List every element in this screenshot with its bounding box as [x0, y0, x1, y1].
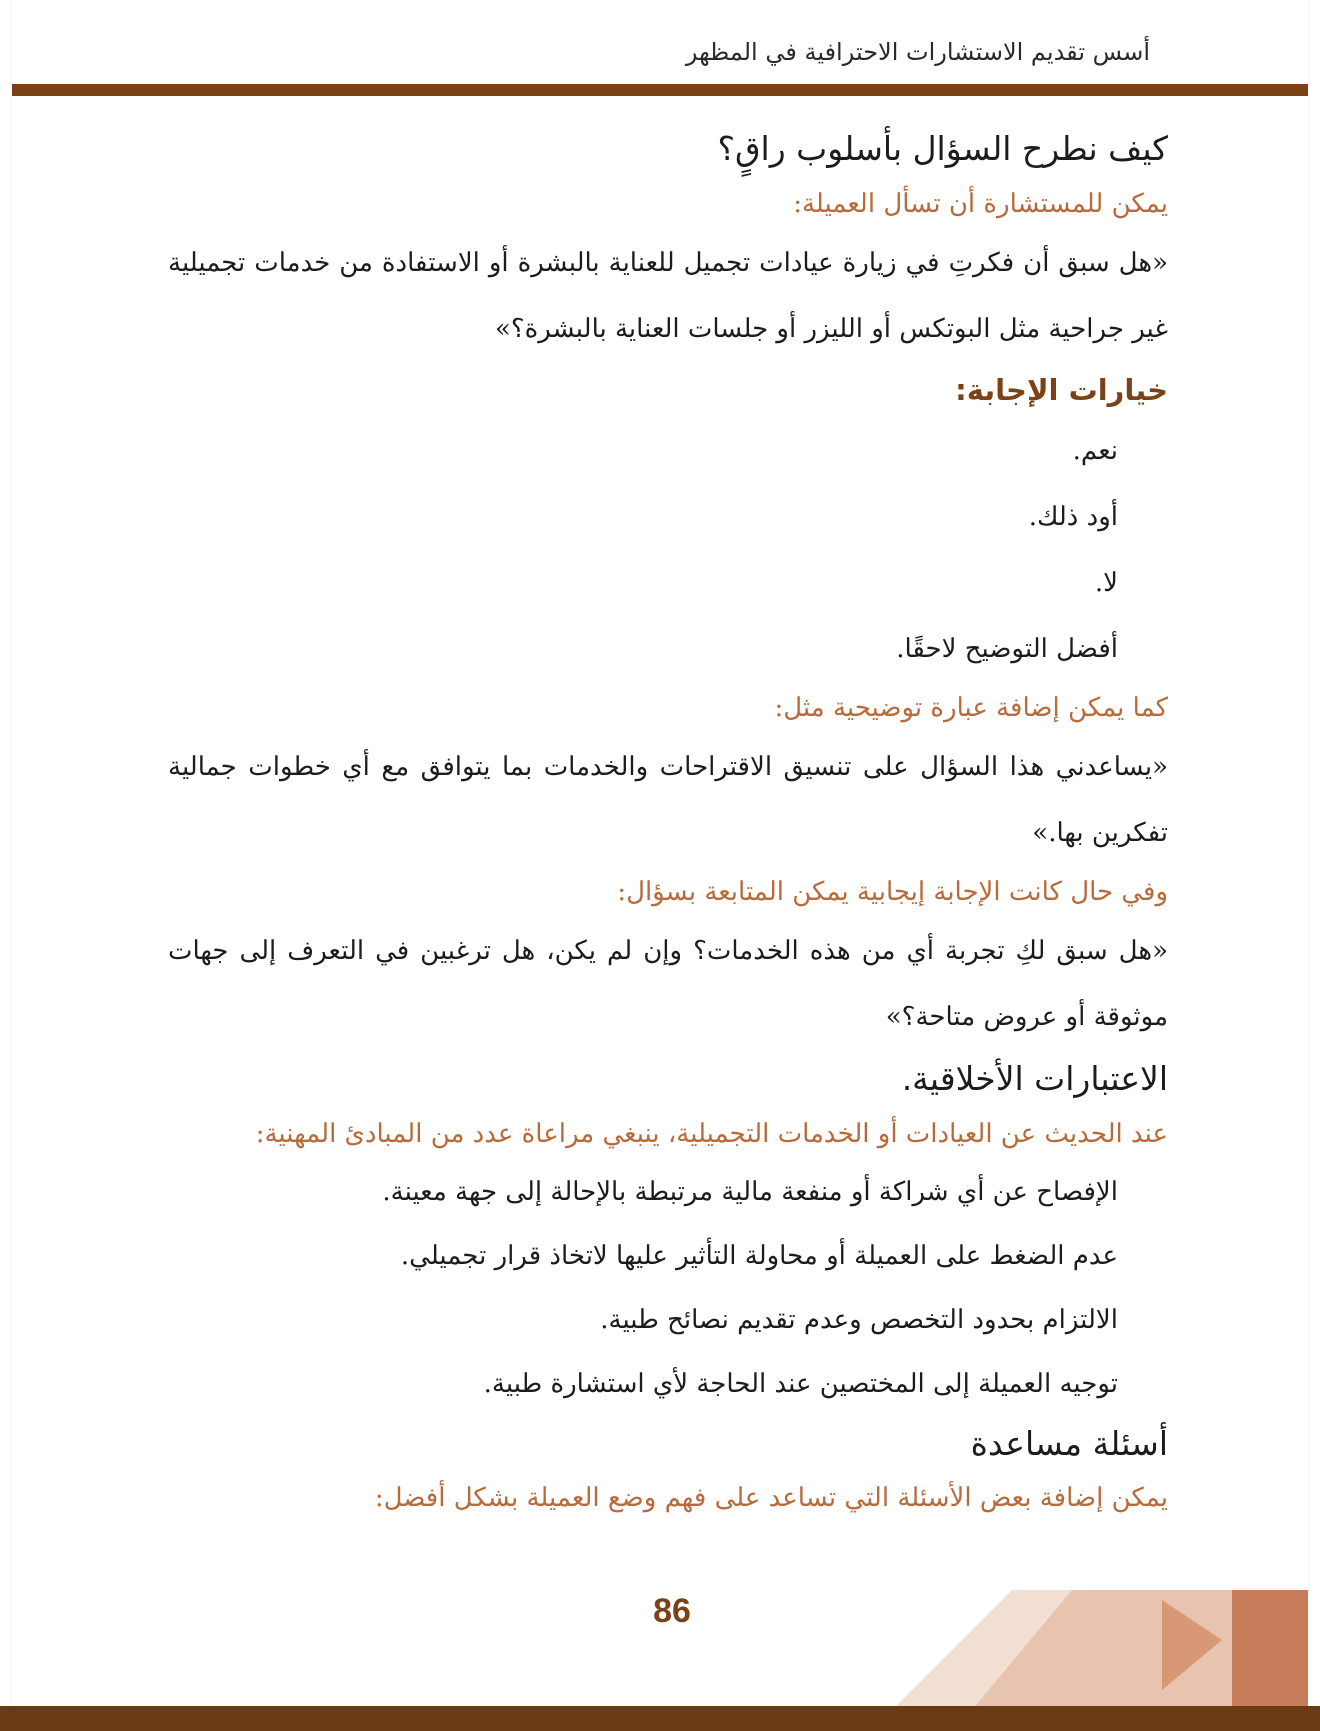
answer-option: أفضل التوضيح لاحقًا. — [896, 634, 1118, 664]
lead-helper-questions: يمكن إضافة بعض الأسئلة التي تساعد على فهم وضع العميلة بشكل أفضل: — [374, 1483, 1168, 1513]
page — [12, 0, 1308, 1731]
ethics-item: عدم الضغط على العميلة أو محاولة التأثير عليها لاتخاذ قرار تجميلي. — [400, 1241, 1118, 1271]
section-heading-elegant-question: كيف نطرح السؤال بأسلوب راقٍ؟ — [717, 129, 1168, 168]
page-content — [168, 112, 1168, 1524]
lead-clarifying-phrase: كما يمكن إضافة عبارة توضيحية مثل: — [774, 693, 1168, 723]
ethics-list — [168, 1160, 1168, 1416]
clarifying-paragraph: «يساعدني هذا السؤال على تنسيق الاقتراحات والخدمات بما يتوافق مع أي خطوات جمالية تفكرين بها.» — [168, 752, 1168, 848]
ethics-item: الإفصاح عن أي شراكة أو منفعة مالية مرتبطة بالإحالة إلى جهة معينة. — [382, 1177, 1118, 1207]
ethics-item: توجيه العميلة إلى المختصين عند الحاجة لأي استشارة طبية. — [483, 1369, 1118, 1399]
running-header: أسس تقديم الاستشارات الاحترافية في المظهر — [685, 38, 1150, 66]
answer-option: لا. — [1094, 568, 1118, 598]
header-rule — [12, 84, 1308, 96]
question-paragraph: «هل سبق أن فكرتِ في زيارة عيادات تجميل للعناية بالبشرة أو الاستفادة من خدمات تجميلية غير جراحية مثل البوتكس أو الليزر أو جلسات العناية بالبشرة؟» — [168, 248, 1168, 344]
section-heading-ethics: الاعتبارات الأخلاقية. — [901, 1059, 1168, 1098]
answer-options-list — [168, 418, 1168, 682]
ethics-item: الالتزام بحدود التخصص وعدم تقديم نصائح طبية. — [600, 1305, 1118, 1335]
lead-consultant-can-ask: يمكن للمستشارة أن تسأل العميلة: — [793, 189, 1168, 219]
page-number: 86 — [653, 1592, 691, 1630]
answer-options-heading: خيارات الإجابة: — [955, 373, 1168, 407]
lead-ethics: عند الحديث عن العيادات أو الخدمات التجميلية، ينبغي مراعاة عدد من المبادئ المهنية: — [255, 1119, 1168, 1149]
follow-up-paragraph: «هل سبق لكِ تجربة أي من هذه الخدمات؟ وإن لم يكن، هل ترغبين في التعرف إلى جهات موثوقة أو عروض متاحة؟» — [168, 936, 1168, 1032]
section-heading-helper-questions: أسئلة مساعدة — [970, 1424, 1168, 1463]
lead-follow-up: وفي حال كانت الإجابة إيجابية يمكن المتابعة بسؤال: — [617, 877, 1168, 907]
answer-option: أود ذلك. — [1028, 502, 1118, 532]
footer-rule — [0, 1706, 1320, 1731]
answer-option: نعم. — [1072, 436, 1118, 466]
footer-shape-dark — [1232, 1590, 1308, 1710]
